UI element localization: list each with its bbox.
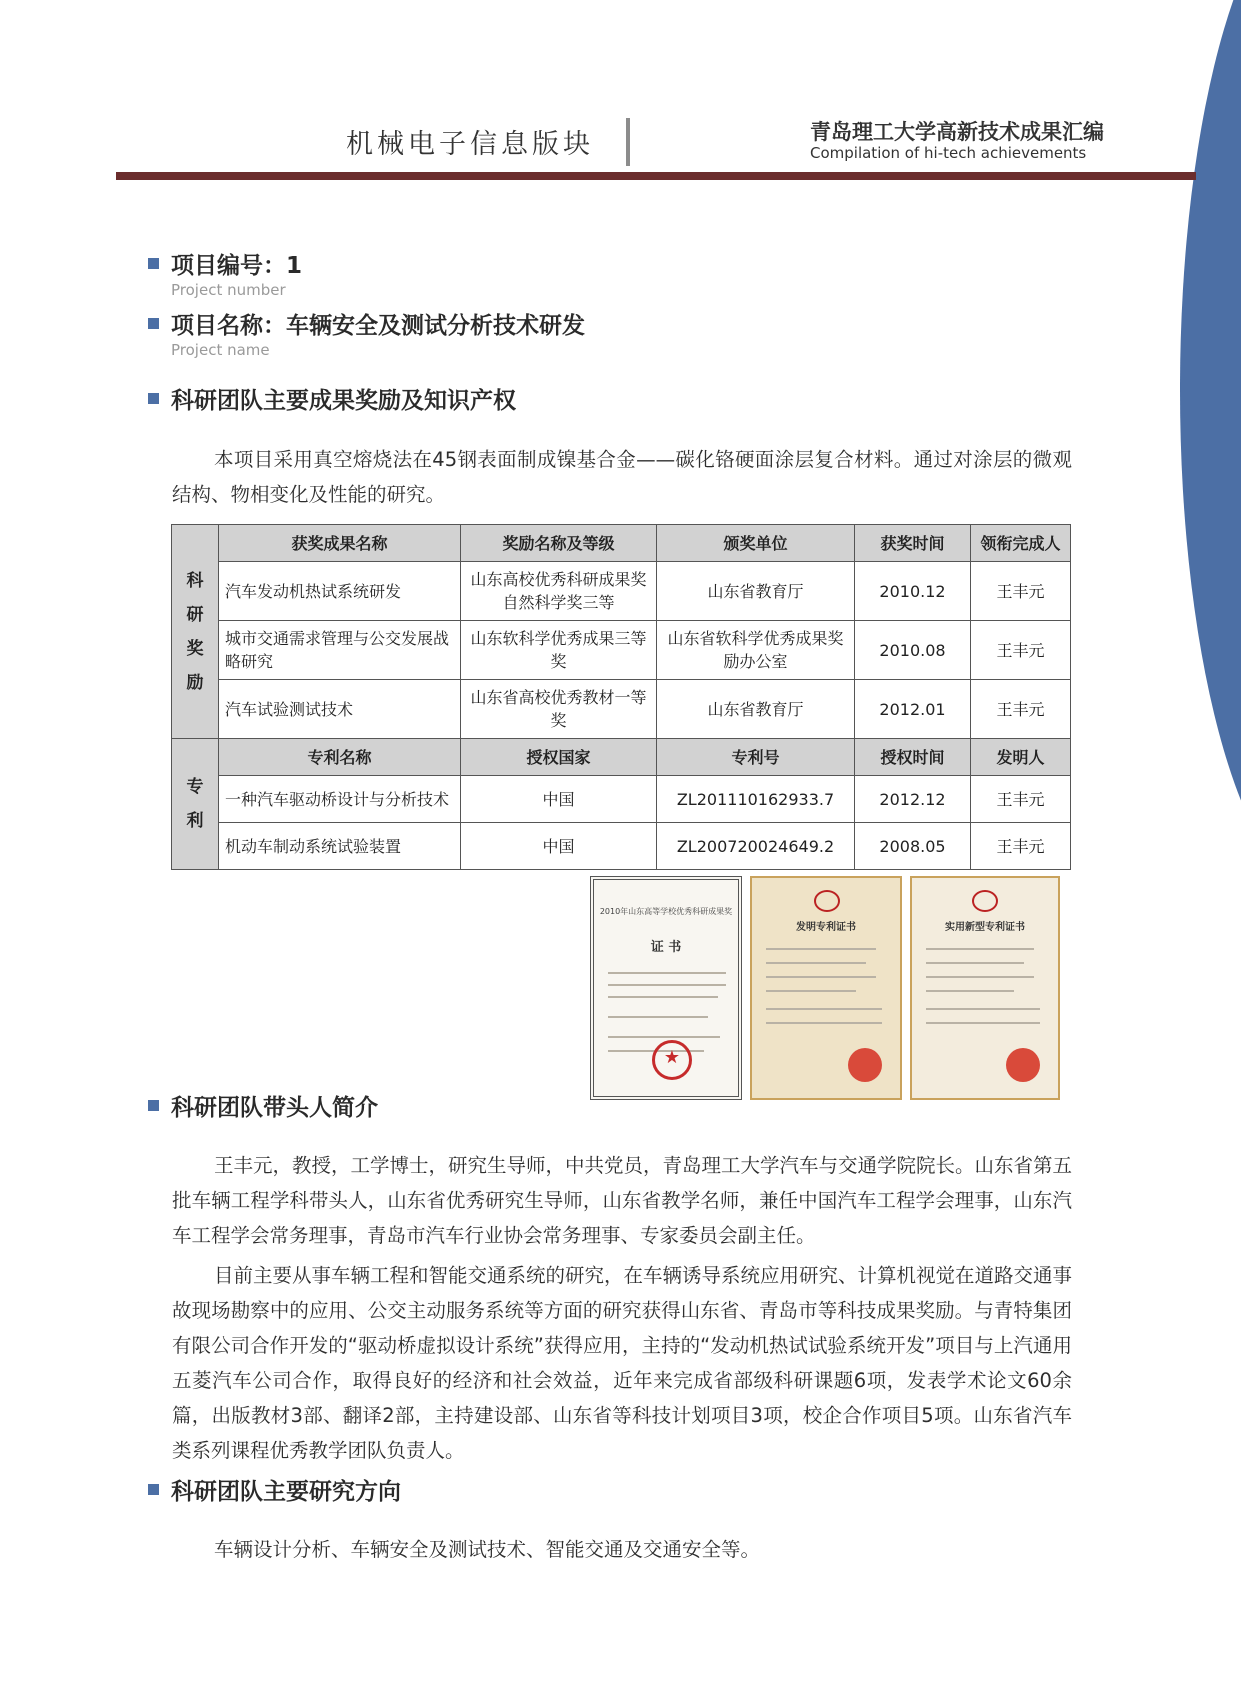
research-text: 车辆设计分析、车辆安全及测试技术、智能交通及交通安全等。 xyxy=(214,1538,761,1561)
certificate-caption: 2010年山东高等学校优秀科研成果奖 xyxy=(599,907,733,916)
awards-side-label: 科 研 奖 励 xyxy=(172,525,219,739)
certificate-title: 发明专利证书 xyxy=(796,922,856,933)
column-header: 领衔完成人 xyxy=(971,525,1071,562)
award-issuer-cell: 山东省教育厅 xyxy=(657,680,855,739)
text-line xyxy=(766,962,866,964)
achievements-intro: 本项目采用真空熔烧法在45钢表面制成镍基合金——碳化铬硬面涂层复合材料。通过对涂层的微观结构、物相变化及性能的研究。 xyxy=(172,448,1072,506)
award-name-cell: 汽车发动机热试系统研发 xyxy=(219,562,461,621)
column-header: 授权时间 xyxy=(855,739,971,776)
project-name-heading: 项目名称：车辆安全及测试分析技术研发 xyxy=(171,313,585,339)
bullet-icon xyxy=(148,258,159,269)
header-divider xyxy=(626,118,630,166)
text-line xyxy=(608,996,718,998)
leader-paragraph-2: 目前主要从事车辆工程和智能交通系统的研究，在车辆诱导系统应用研究、计算机视觉在道路交通事故现场勘察中的应用、公交主动服务系统等方面的研究获得山东省、青岛市等科技成果奖励。与青特集团有限公司合作开发的“驱动桥虚拟设计系统”获得应用，主持的“发动机热试试验系统开发”项目与上汽通用五菱汽车公司合作，取得良好的经济和社会效益，近年来完成省部级科研课题6项，发表学术论文60余篇，出版教材3部、翻译2部，主持建设部、山东省等科技计划项目3项，校企合作项目5项。山东省汽车类系列课程优秀教学团队负责人。 xyxy=(172,1264,1073,1462)
column-header: 专利号 xyxy=(657,739,855,776)
patent-inventor-cell: 王丰元 xyxy=(971,823,1071,870)
decorative-blue-arc xyxy=(1180,0,1241,900)
column-header: 授权国家 xyxy=(461,739,657,776)
text-line xyxy=(608,1036,720,1038)
column-header: 获奖时间 xyxy=(855,525,971,562)
award-person-cell: 王丰元 xyxy=(971,680,1071,739)
project-name-label-en: Project name xyxy=(171,341,270,359)
award-issuer-cell: 山东省软科学优秀成果奖励办公室 xyxy=(657,621,855,680)
award-issuer-cell: 山东省教育厅 xyxy=(657,562,855,621)
column-header: 专利名称 xyxy=(219,739,461,776)
text-line xyxy=(766,948,876,950)
text-line xyxy=(926,948,1034,950)
header-bar xyxy=(116,172,1196,180)
table-row xyxy=(172,776,1071,823)
text-line xyxy=(926,976,1034,978)
table-row xyxy=(172,823,1071,870)
award-level-cell: 山东省高校优秀教材一等奖 xyxy=(461,680,657,739)
invention-patent-certificate-image xyxy=(750,876,902,1100)
award-name-cell: 汽车试验测试技术 xyxy=(219,680,461,739)
bullet-icon xyxy=(148,1100,159,1111)
text-line xyxy=(926,1022,1040,1024)
column-header: 颁奖单位 xyxy=(657,525,855,562)
award-date-cell: 2010.12 xyxy=(855,562,971,621)
patent-inventor-cell: 王丰元 xyxy=(971,776,1071,823)
patents-side-label: 专 利 xyxy=(172,739,219,870)
publication-subtitle: Compilation of hi-tech achievements xyxy=(810,144,1087,162)
patents-header-row xyxy=(172,739,1071,776)
text-line xyxy=(766,1022,882,1024)
utility-patent-certificate-image xyxy=(910,876,1060,1100)
certificate-title: 证 书 xyxy=(650,940,682,955)
project-number-heading: 项目编号：1 xyxy=(171,253,303,279)
patent-office-logo-icon xyxy=(814,890,840,912)
table-row xyxy=(172,562,1071,621)
bullet-icon xyxy=(148,1484,159,1495)
award-certificate-image xyxy=(590,876,742,1100)
text-line xyxy=(608,1016,708,1018)
bullet-icon xyxy=(148,393,159,404)
text-line xyxy=(926,962,1024,964)
patent-date-cell: 2012.12 xyxy=(855,776,971,823)
text-line xyxy=(926,1008,1040,1010)
award-name-cell: 城市交通需求管理与公交发展战略研究 xyxy=(219,621,461,680)
award-level-cell: 山东高校优秀科研成果奖自然科学奖三等 xyxy=(461,562,657,621)
awards-header-row xyxy=(172,525,1071,562)
publication-title: 青岛理工大学高新技术成果汇编 xyxy=(810,120,1104,144)
award-person-cell: 王丰元 xyxy=(971,562,1071,621)
column-header: 获奖成果名称 xyxy=(219,525,461,562)
award-person-cell: 王丰元 xyxy=(971,621,1071,680)
table-row xyxy=(172,621,1071,680)
column-header: 奖励名称及等级 xyxy=(461,525,657,562)
research-heading: 科研团队主要研究方向 xyxy=(171,1479,401,1505)
certificate-title: 实用新型专利证书 xyxy=(945,922,1025,933)
patent-office-logo-icon xyxy=(972,890,998,912)
bullet-icon xyxy=(148,318,159,329)
red-seal-icon: ★ xyxy=(652,1040,692,1080)
award-date-cell: 2010.08 xyxy=(855,621,971,680)
patent-country-cell: 中国 xyxy=(461,776,657,823)
text-line xyxy=(608,984,726,986)
leader-paragraph-1: 王丰元，教授，工学博士，研究生导师，中共党员，青岛理工大学汽车与交通学院院长。山东省第五批车辆工程学科带头人，山东省优秀研究生导师，山东省教学名师，兼任中国汽车工程学会理事，山东汽车工程学会常务理事，青岛市汽车行业协会常务理事、专家委员会副主任。 xyxy=(172,1154,1073,1247)
patent-name-cell: 一种汽车驱动桥设计与分析技术 xyxy=(219,776,461,823)
patent-country-cell: 中国 xyxy=(461,823,657,870)
patent-name-cell: 机动车制动系统试验装置 xyxy=(219,823,461,870)
table-row xyxy=(172,680,1071,739)
award-level-cell: 山东软科学优秀成果三等奖 xyxy=(461,621,657,680)
patent-date-cell: 2008.05 xyxy=(855,823,971,870)
national-emblem-icon xyxy=(1006,1048,1040,1082)
project-number-label-en: Project number xyxy=(171,281,286,299)
section-name: 机械电子信息版块 xyxy=(346,129,594,160)
text-line xyxy=(766,990,856,992)
text-line xyxy=(926,990,1014,992)
award-date-cell: 2012.01 xyxy=(855,680,971,739)
patent-number-cell: ZL201110162933.7 xyxy=(657,776,855,823)
text-line xyxy=(766,976,876,978)
patent-number-cell: ZL200720024649.2 xyxy=(657,823,855,870)
achievements-heading: 科研团队主要成果奖励及知识产权 xyxy=(171,388,516,414)
text-line xyxy=(766,1008,882,1010)
national-emblem-icon xyxy=(848,1048,882,1082)
column-header: 发明人 xyxy=(971,739,1071,776)
text-line xyxy=(608,972,726,974)
leader-heading: 科研团队带头人简介 xyxy=(171,1095,378,1121)
awards-patents-table xyxy=(171,524,1071,870)
